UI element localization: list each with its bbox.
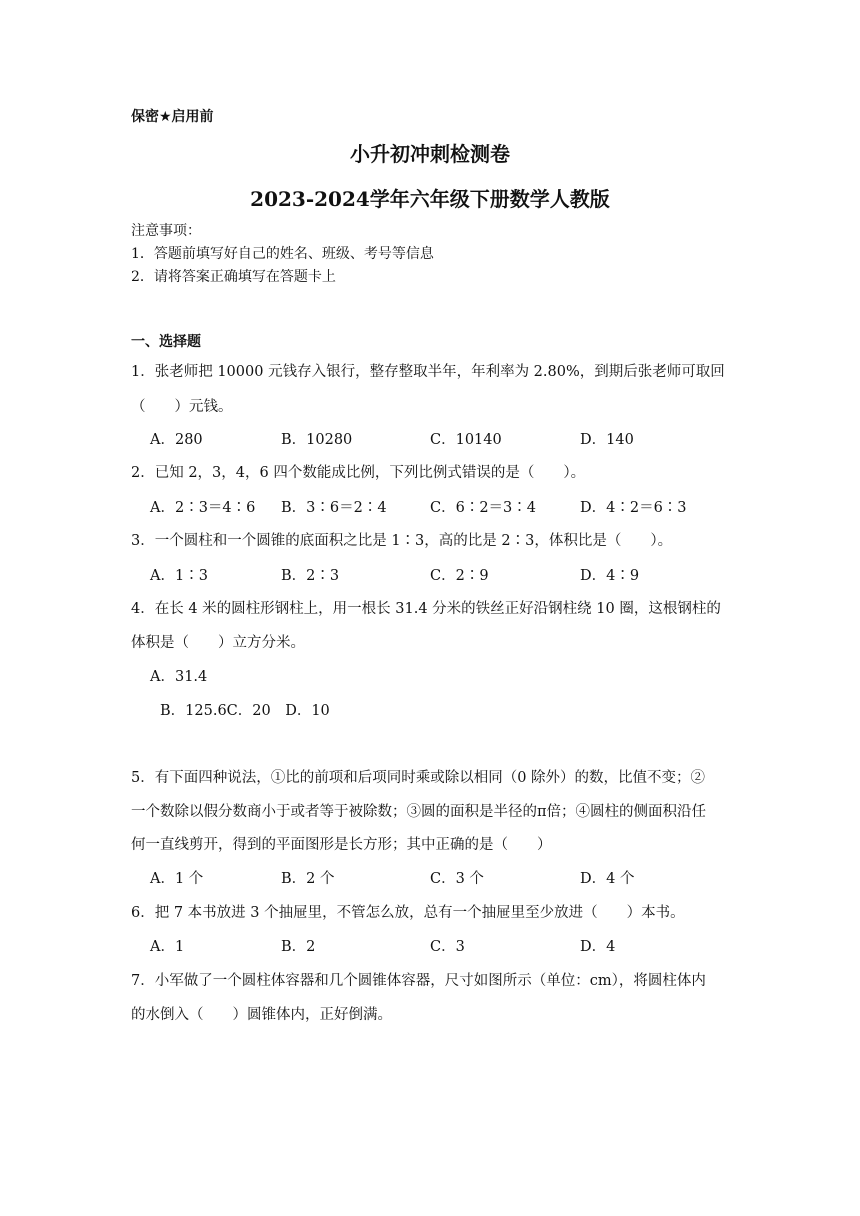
- confidential-label: 保密★启用前: [131, 109, 214, 125]
- option-a: A．1: [150, 939, 185, 955]
- option-b: B．10280: [281, 432, 353, 448]
- option-b: B．2: [281, 939, 316, 955]
- option-a: A．280: [150, 432, 203, 448]
- option-a: A．1∶3: [150, 568, 208, 584]
- option-c: C．3: [430, 939, 465, 955]
- question-text: 6．把 7 本书放进 3 个抽屉里，不管怎么放，总有一个抽屉里至少放进（ ）本书。: [131, 905, 685, 921]
- option-d: D．4: [580, 939, 616, 955]
- section-title: 一、选择题: [131, 334, 201, 350]
- exam-subtitle: 2023-2024学年六年级下册数学人教版: [250, 187, 610, 211]
- question-text: 体积是（ ）立方分米。: [131, 635, 305, 651]
- option-b: B．2∶3: [281, 568, 340, 584]
- question-text: （ ）元钱。: [131, 399, 233, 415]
- option-a: A．1 个: [150, 871, 204, 887]
- question-text: 7．小军做了一个圆柱体容器和几个圆锥体容器，尺寸如图所示（单位：cm），将圆柱体内: [131, 973, 706, 989]
- option-c: C．3 个: [430, 871, 484, 887]
- note-item: 2．请将答案正确填写在答题卡上: [131, 269, 336, 285]
- option-a: A．2∶3＝4∶6: [150, 500, 256, 516]
- option-c: C．10140: [430, 432, 502, 448]
- question-text: 的水倒入（ ）圆锥体内，正好倒满。: [131, 1007, 392, 1023]
- note-item: 1．答题前填写好自己的姓名、班级、考号等信息: [131, 246, 434, 262]
- option-d: D．4∶9: [580, 568, 640, 584]
- option-c: C．2∶9: [430, 568, 489, 584]
- question-text: 4．在长 4 米的圆柱形钢柱上，用一根长 31.4 分米的铁丝正好沿钢柱绕 10 圈，这根钢柱的: [131, 601, 721, 617]
- question-text: 5．有下面四种说法，①比的前项和后项同时乘或除以相同（0 除外）的数，比值不变；②: [131, 770, 706, 786]
- option-a: A．31.4: [150, 669, 208, 685]
- option-d: D．4∶2＝6∶3: [580, 500, 687, 516]
- option-b: B．2 个: [281, 871, 335, 887]
- option-d: D．140: [580, 432, 634, 448]
- question-text: 2．已知 2，3，4，6 四个数能成比例，下列比例式错误的是（ ）。: [131, 465, 586, 481]
- option-d: D．4 个: [580, 871, 635, 887]
- notes-heading: 注意事项：: [131, 223, 201, 239]
- question-text: 3．一个圆柱和一个圆锥的底面积之比是 1∶3，高的比是 2∶3，体积比是（ ）。: [131, 533, 673, 549]
- option-bcd: B．125.6C．20 D．10: [160, 703, 330, 719]
- question-text: 一个数除以假分数商小于或者等于被除数；③圆的面积是半径的π倍；④圆柱的侧面积沿任: [131, 804, 707, 820]
- exam-title: 小升初冲刺检测卷: [350, 142, 510, 166]
- option-c: C．6∶2＝3∶4: [430, 500, 536, 516]
- option-b: B．3∶6＝2∶4: [281, 500, 387, 516]
- question-text: 何一直线剪开，得到的平面图形是长方形；其中正确的是（ ）: [131, 837, 552, 853]
- question-text: 1．张老师把 10000 元钱存入银行，整存整取半年，年利率为 2.80%，到期后张老师可取回: [131, 364, 725, 380]
